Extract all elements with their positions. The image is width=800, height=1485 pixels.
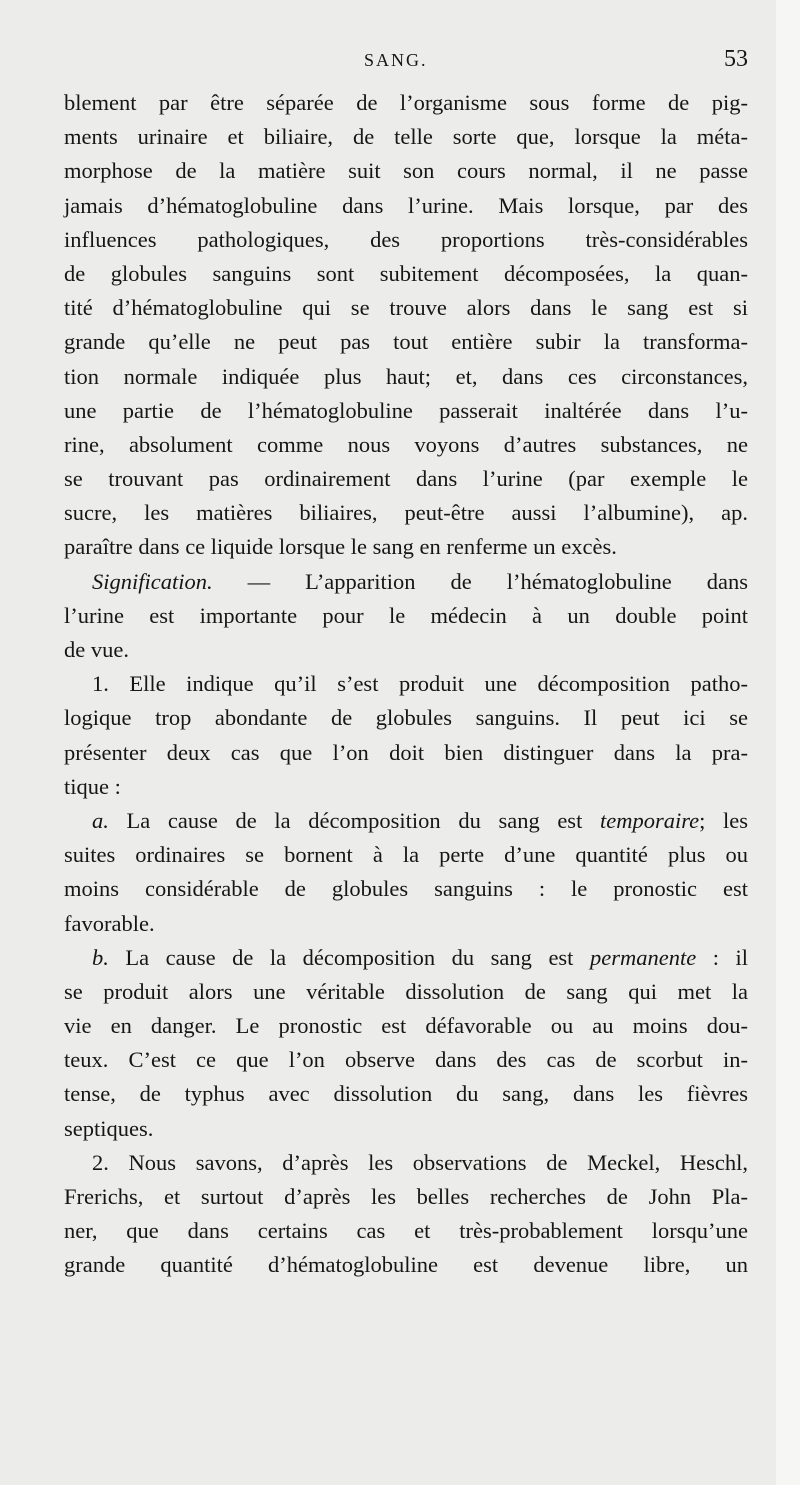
text-line: se produit alors une véritable dissolution de sang qui met la bbox=[64, 978, 748, 1004]
text-line: de vue. bbox=[64, 637, 129, 662]
text-line: septiques. bbox=[64, 1115, 154, 1141]
text-line: influences pathologiques, des proportions très-considérables bbox=[64, 226, 748, 252]
signification-lead: Signification. bbox=[92, 568, 213, 594]
text-line: moins considérable de globules sanguins : le pronostic est bbox=[64, 876, 748, 902]
signification-line bbox=[64, 565, 748, 599]
text-line: jamais d’hématoglobuline dans l’urine. Mais lorsque, par des bbox=[64, 192, 748, 218]
case-a-emphasis: temporaire bbox=[599, 807, 700, 833]
text-line: paraître dans ce liquide lorsque le sang en renferme un excès. bbox=[64, 534, 617, 560]
text-line: suites ordinaires se bornent à la perte d’une quantité plus ou bbox=[64, 842, 748, 868]
text-line: teux. C’est ce que l’on observe dans des cas de scorbut in- bbox=[64, 1047, 748, 1073]
case-b-text: La cause de la décomposition du sang est bbox=[108, 944, 590, 970]
case-b-tail: : il bbox=[696, 944, 748, 970]
text-line: 2. Nous savons, d’après les observations de Meckel, Heschl, bbox=[92, 1149, 748, 1175]
text-line: favorable. bbox=[64, 910, 155, 936]
page-number: 53 bbox=[724, 46, 748, 72]
case-b-letter: b. bbox=[92, 944, 109, 970]
case-a-letter: a. bbox=[92, 807, 109, 833]
case-b-line bbox=[64, 941, 748, 975]
text-line: tique : bbox=[64, 773, 121, 799]
text-line: tion normale indiquée plus haut; et, dans ces circonstances, bbox=[64, 363, 748, 389]
text-line: grande qu’elle ne peut pas tout entière subir la transforma- bbox=[64, 329, 748, 355]
text-line: une partie de l’hématoglobuline passerait inaltérée dans l’u- bbox=[64, 397, 748, 423]
text-line: grande quantité d’hématoglobuline est devenue libre, un bbox=[64, 1252, 748, 1278]
case-b-emphasis: permanente bbox=[589, 944, 697, 970]
text-line: se trouvant pas ordinairement dans l’urine (par exemple le bbox=[64, 466, 748, 492]
running-head: SANG. bbox=[364, 50, 428, 70]
text-line: de globules sanguins sont subitement décomposées, la quan- bbox=[64, 260, 748, 286]
text-line: sucre, les matières biliaires, peut-être aussi l’albumine), ap. bbox=[64, 500, 748, 526]
page-margin-shade bbox=[776, 0, 800, 1485]
text-line: ner, que dans certains cas et très-probablement lorsqu’une bbox=[64, 1218, 748, 1244]
text-line: l’urine est importante pour le médecin à un double point bbox=[64, 602, 748, 628]
body-text bbox=[64, 86, 748, 1283]
text-line: présenter deux cas que l’on doit bien distinguer dans la pra- bbox=[64, 739, 748, 765]
text-line: ments urinaire et biliaire, de telle sorte que, lorsque la méta- bbox=[64, 124, 748, 150]
text-line: logique trop abondante de globules sanguins. Il peut ici se bbox=[64, 705, 748, 731]
text-line: 1. Elle indique qu’il s’est produit une décomposition patho- bbox=[92, 671, 748, 697]
text-line: tense, de typhus avec dissolution du sang, dans les fièvres bbox=[64, 1081, 748, 1107]
text-line: vie en danger. Le pronostic est défavorable ou au moins dou- bbox=[64, 1013, 748, 1039]
text-line: Frerichs, et surtout d’après les belles recherches de John Pla- bbox=[64, 1184, 748, 1209]
text-line: rine, absolument comme nous voyons d’autres substances, ne bbox=[64, 431, 748, 457]
case-a-text: La cause de la décomposition du sang est bbox=[108, 807, 600, 833]
text-line: morphose de la matière suit son cours normal, il ne passe bbox=[64, 158, 748, 184]
signification-rest: — L’apparition de l’hématoglobuline dans bbox=[212, 568, 748, 594]
case-a-tail: ; les bbox=[699, 807, 748, 833]
text-line: tité d’hématoglobuline qui se trouve alors dans le sang est si bbox=[64, 295, 748, 321]
page-header bbox=[64, 46, 748, 76]
case-a-line bbox=[64, 804, 748, 838]
text-line: blement par être séparée de l’organisme sous forme de pig- bbox=[64, 90, 748, 115]
